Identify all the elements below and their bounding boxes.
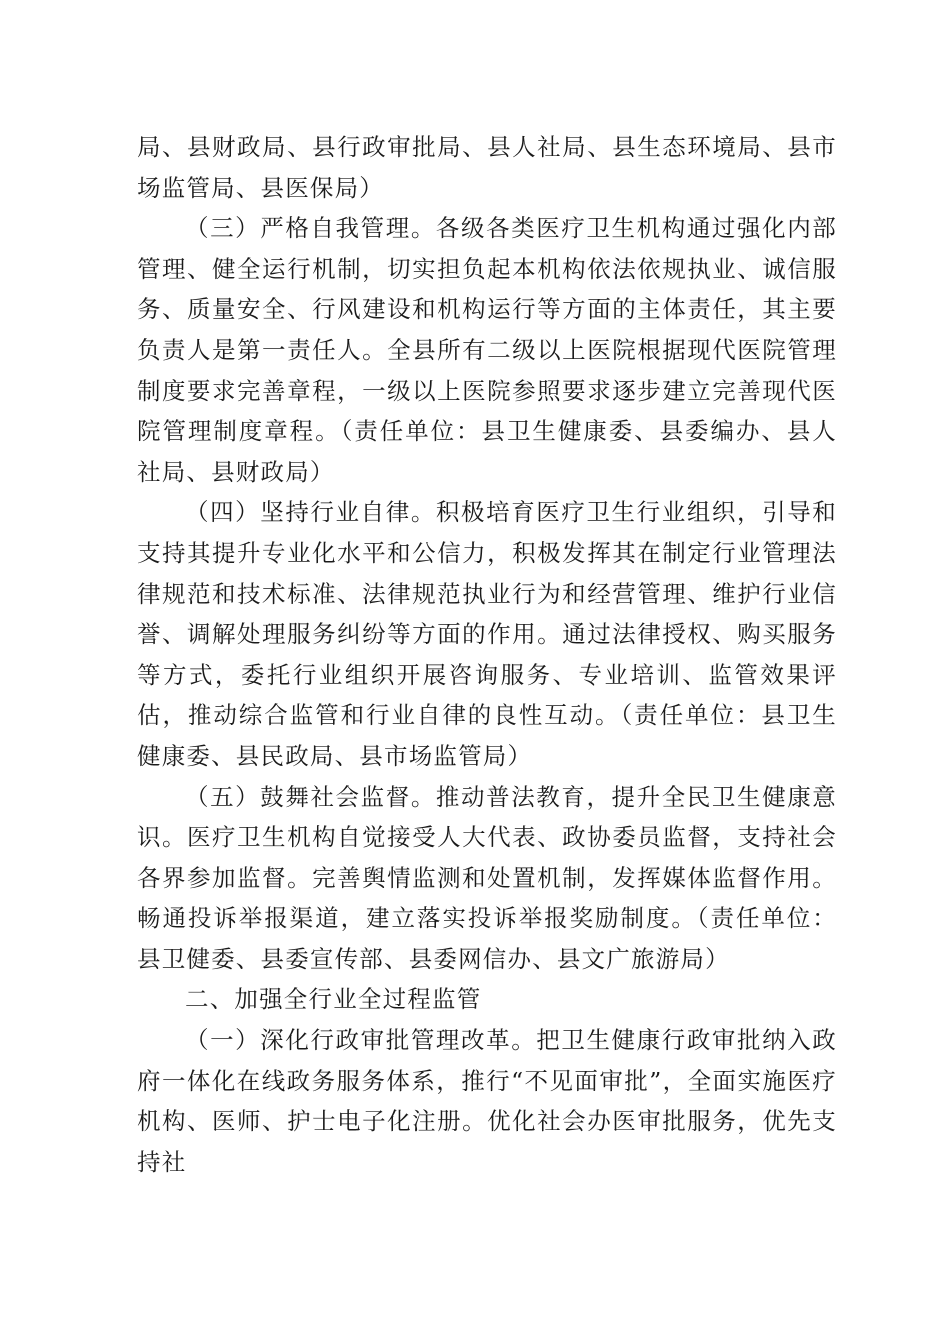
paragraph-social-supervision: （五）鼓舞社会监督。推动普法教育，提升全民卫生健康意识。医疗卫生机构自觉接受人大代表、政协委员监督，支持社会各界参加监督。完善舆情监测和处置机制，发挥媒体监督作用。畅通投诉举报渠道，建立落实投诉举报奖励制度。（责任单位：县卫健委、县委宣传部、县委网信办、县文广旅游局）	[137, 782, 837, 973]
paragraph-self-management: （三）严格自我管理。各级各类医疗卫生机构通过强化内部管理、健全运行机制，切实担负起本机构依法依规执业、诚信服务、质量安全、行风建设和机构运行等方面的主体责任，其主要负责人是第一责任人。全县所有二级以上医院根据现代医院管理制度要求完善章程，一级以上医院参照要求逐步建立完善现代医院管理制度章程。（责任单位：县卫生健康委、县委编办、县人社局、县财政局）	[137, 214, 837, 486]
document-body	[137, 127, 837, 1182]
paragraph-administrative-approval-reform: （一）深化行政审批管理改革。把卫生健康行政审批纳入政府一体化在线政务服务体系，推行“不见面审批”，全面实施医疗机构、医师、护士电子化注册。优化社会办医审批服务，优先支持社	[137, 1026, 837, 1176]
paragraph-industry-self-discipline: （四）坚持行业自律。积极培育医疗卫生行业组织，引导和支持其提升专业化水平和公信力，积极发挥其在制定行业管理法律规范和技术标准、法律规范执业行为和经营管理、维护行业信誉、调解处理服务纠纷等方面的作用。通过法律授权、购买服务等方式，委托行业组织开展咨询服务、专业培训、监管效果评估，推动综合监管和行业自律的良性互动。（责任单位：县卫生健康委、县民政局、县市场监管局）	[137, 498, 837, 770]
paragraph-continuation: 局、县财政局、县行政审批局、县人社局、县生态环境局、县市场监管局、县医保局）	[137, 133, 837, 202]
section-heading-whole-process-supervision: 二、加强全行业全过程监管	[185, 985, 482, 1014]
